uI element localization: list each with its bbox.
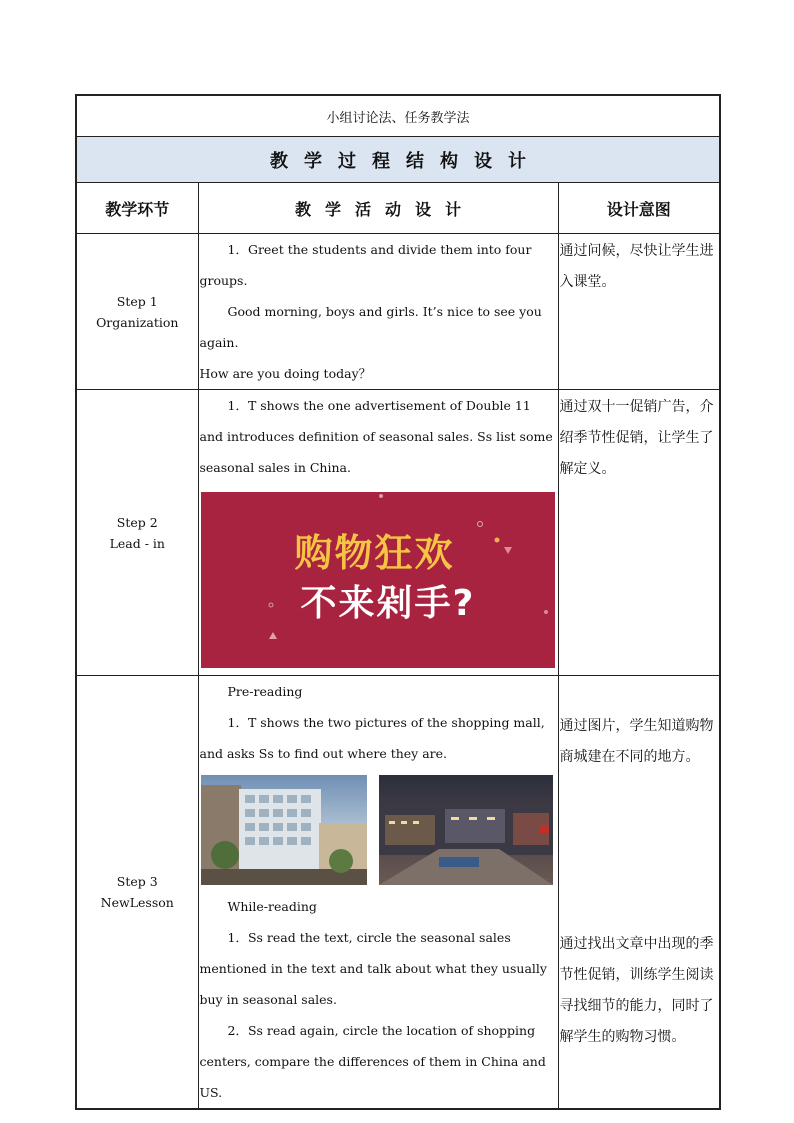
section-title: 教学过程结构设计: [76, 137, 720, 183]
step-3-intent-while: 通过找出文章中出现的季节性促销，训练学生阅读寻找细节的能力，同时了解学生的购物习惯。: [559, 936, 714, 1045]
pre-reading-label: Pre-reading: [227, 684, 303, 699]
step-3-activities: [198, 676, 558, 1110]
step-1-activities: [198, 234, 558, 390]
step-2-number: Step 2: [116, 514, 158, 530]
step-1-number: Step 1: [116, 293, 158, 309]
pre-reading-activity: 1．T shows the two pictures of the shopping mall, and asks Ss to find out where they are.: [199, 715, 545, 761]
banner-headline: 购物狂欢: [294, 531, 455, 575]
step-3-stage: [76, 676, 198, 1110]
step-3-name: NewLesson: [100, 895, 174, 910]
step-3-number: Step 3: [116, 874, 158, 889]
double-11-advertisement-image: [201, 492, 555, 668]
shopping-mall-pictures: [201, 775, 556, 885]
teaching-methods-cell: [76, 95, 720, 137]
while-reading-activity-2: 2．Ss read again, circle the location of shopping centers, compare the differences of them in China and US.: [199, 1023, 546, 1100]
step-1-intent-text: 通过问候，尽快让学生进入课堂。: [559, 243, 714, 290]
teaching-methods-text: 小组讨论法、任务教学法: [326, 110, 470, 126]
shopping-mall-photo-street: [201, 775, 367, 885]
step-2-intent: [558, 390, 720, 676]
step-1-activity-line: How are you doing today？: [199, 366, 372, 381]
step-2-stage: [76, 390, 198, 676]
step-1-intent: [558, 234, 720, 390]
mall-building-illustration: [201, 775, 367, 885]
step-1-name: Organization: [96, 314, 179, 330]
step-2-intent-text: 通过双十一促销广告，介绍季节性促销，让学生了解定义。: [559, 399, 714, 477]
while-reading-activity-1: 1．Ss read the text, circle the seasonal sales mentioned in the text and talk about what they usually buy in seasonal sales.: [199, 930, 547, 1007]
step-2-activities: [198, 390, 558, 676]
step-1-activity-line: Good morning, boys and girls. It’s nice to see you again.: [199, 304, 542, 350]
header-stage: 教学环节: [76, 183, 198, 234]
step-2-name: Lead - in: [109, 535, 165, 551]
step-3-intent-pre: 通过图片，学生知道购物商城建在不同的地方。: [559, 718, 714, 765]
step-3-intent: [558, 676, 720, 1110]
lesson-plan-table: [75, 94, 721, 1110]
banner-decoration-icon: [201, 492, 555, 668]
step-1-activity-line: 1．Greet the students and divide them into four groups.: [199, 242, 532, 288]
shopping-mall-photo-plaza: [379, 775, 553, 885]
step-2-activity-text: 1．T shows the one advertisement of Double 11 and introduces definition of seasonal sales. Ss list some seasonal sales in China.: [199, 398, 553, 475]
header-intent: 设计意图: [558, 183, 720, 234]
banner-subline: 不来剁手?: [300, 583, 476, 624]
while-reading-label: While-reading: [227, 899, 317, 914]
mall-plaza-illustration: [379, 775, 553, 885]
step-1-stage: [76, 234, 198, 390]
header-activities: 教学活动设计: [198, 183, 558, 234]
